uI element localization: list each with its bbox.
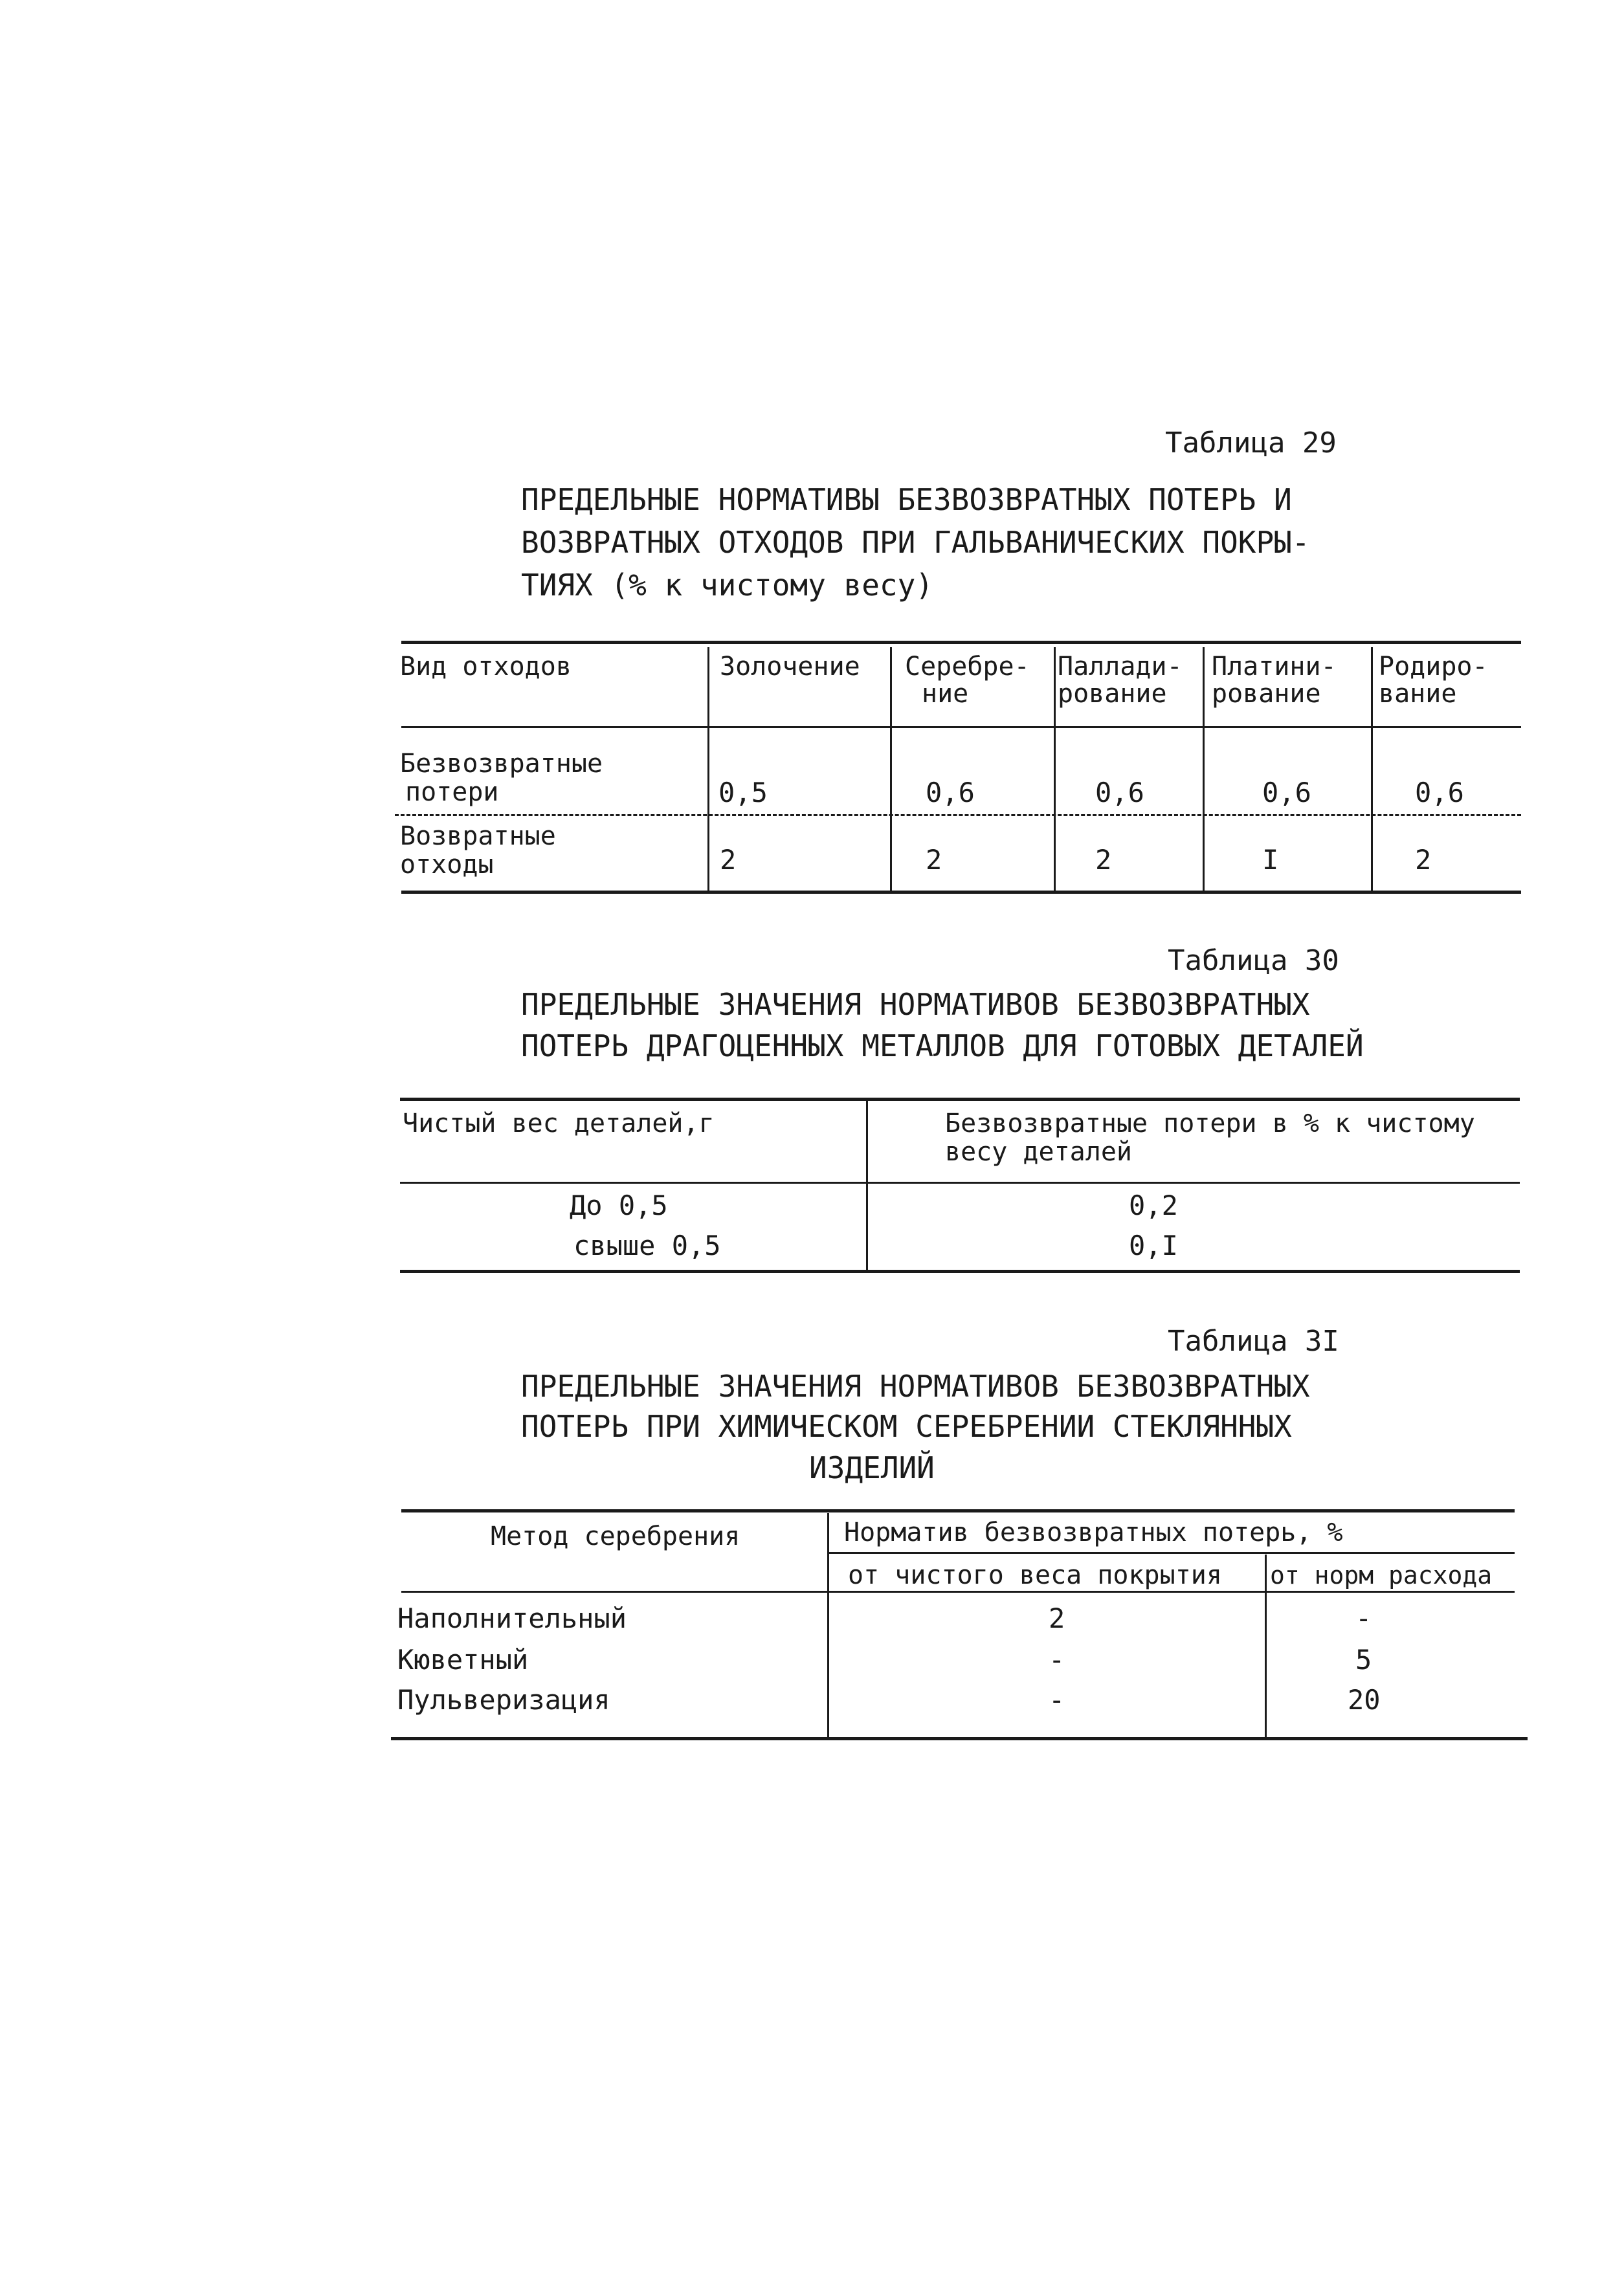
- table31-row1-by-weight: 2: [1049, 1602, 1065, 1634]
- table30-title-line-1: ПРЕДЕЛЬНЫЕ ЗНАЧЕНИЯ НОРМАТИВОВ БЕЗВОЗВРАТНЫХ: [521, 987, 1310, 1022]
- table31-row2-by-norm: 5: [1355, 1644, 1372, 1676]
- table31-row3-by-norm: 20: [1348, 1684, 1381, 1716]
- table31-title-line-3: ИЗДЕЛИЙ: [809, 1450, 935, 1485]
- table29-col-divider-5: [1371, 647, 1373, 891]
- table29-row2-label-2: отходы: [400, 850, 494, 880]
- table29-header-silver-2: ние: [922, 679, 969, 709]
- table31-bottom-rule: [391, 1737, 1528, 1740]
- table30-header-losses-1: Безвозвратные потери в % к чистому: [945, 1109, 1475, 1138]
- table30-title-line-2: ПОТЕРЬ ДРАГОЦЕННЫХ МЕТАЛЛОВ ДЛЯ ГОТОВЫХ ДЕТАЛЕЙ: [521, 1028, 1364, 1063]
- table30-header-losses-2: весу деталей: [945, 1137, 1132, 1167]
- table31-subheader-rule: [827, 1552, 1515, 1554]
- table29-row1-label-1: Безвозвратные: [400, 749, 603, 779]
- table31-header-method: Метод серебрения: [491, 1522, 740, 1551]
- table29-row1-label-2: потери: [405, 777, 499, 807]
- table29-header-palladium-2: рование: [1058, 679, 1167, 709]
- table29-caption: Таблица 29: [1165, 426, 1337, 460]
- table29-header-rhodium-2: вание: [1379, 679, 1457, 709]
- table31-caption: Таблица 3I: [1168, 1325, 1339, 1358]
- table29-col-divider-1: [707, 647, 709, 891]
- table29-header-silver-1: Серебре-: [905, 652, 1030, 681]
- table30-row2-weight: свыше 0,5: [573, 1230, 721, 1261]
- table29-col-divider-3: [1054, 647, 1056, 891]
- table30-bottom-rule: [400, 1270, 1520, 1273]
- table29-row1-palladium: 0,6: [1095, 777, 1144, 808]
- table29-header-waste: Вид отходов: [400, 652, 572, 681]
- table29-header-gold: Золочение: [720, 652, 860, 681]
- table29-top-rule: [401, 641, 1521, 644]
- table29-row2-gold: 2: [720, 844, 737, 876]
- table31-header-rule: [401, 1591, 1515, 1593]
- table30-row1-weight: До 0,5: [570, 1190, 668, 1221]
- table29-col-divider-2: [890, 647, 892, 891]
- table29-header-platinum-2: рование: [1212, 679, 1321, 709]
- table29-bottom-rule: [401, 891, 1521, 894]
- table30-top-rule: [400, 1098, 1520, 1101]
- table31-title-line-2: ПОТЕРЬ ПРИ ХИМИЧЕСКОМ СЕРЕБРЕНИИ СТЕКЛЯННЫХ: [521, 1409, 1292, 1444]
- table31-header-norm: Норматив безвозвратных потерь, %: [844, 1518, 1343, 1547]
- table29-row2-label-1: Возвратные: [400, 821, 556, 851]
- table29-header-palladium-1: Паллади-: [1058, 652, 1183, 681]
- table29-row1-silver: 0,6: [926, 777, 975, 808]
- table30-header-weight: Чистый вес деталей,г: [403, 1109, 715, 1138]
- table29-col-divider-4: [1203, 647, 1205, 891]
- table29-header-platinum-1: Платини-: [1212, 652, 1337, 681]
- table30-row1-value: 0,2: [1129, 1190, 1178, 1221]
- table30-col-divider: [866, 1100, 868, 1270]
- table31-row1-method: Наполнительный: [397, 1602, 627, 1634]
- table31-row3-by-weight: -: [1049, 1684, 1065, 1716]
- table29-row1-platinum: 0,6: [1262, 777, 1311, 808]
- table31-row1-by-norm: -: [1355, 1602, 1372, 1634]
- table29-row1-gold: 0,5: [718, 777, 768, 808]
- table31-title-line-1: ПРЕДЕЛЬНЫЕ ЗНАЧЕНИЯ НОРМАТИВОВ БЕЗВОЗВРАТНЫХ: [521, 1369, 1310, 1404]
- table29-title-line-1: ПРЕДЕЛЬНЫЕ НОРМАТИВЫ БЕЗВОЗВРАТНЫХ ПОТЕРЬ И: [521, 482, 1292, 517]
- table29-header-rhodium-1: Родиро-: [1379, 652, 1488, 681]
- table31-row2-method: Кюветный: [397, 1644, 529, 1676]
- table29-row2-platinum: I: [1262, 844, 1279, 876]
- table29-row1-rhodium: 0,6: [1415, 777, 1464, 808]
- table31-row2-by-weight: -: [1049, 1644, 1065, 1676]
- table31-top-rule: [401, 1509, 1515, 1512]
- table29-row2-palladium: 2: [1095, 844, 1112, 876]
- table31-col-divider-2: [1265, 1555, 1267, 1737]
- table29-header-rule: [401, 726, 1521, 728]
- table29-title-line-3: ТИЯХ (% к чистому весу): [521, 568, 933, 603]
- table31-col-divider-1: [827, 1513, 829, 1737]
- table29-row2-silver: 2: [926, 844, 942, 876]
- table30-row2-value: 0,I: [1129, 1230, 1178, 1261]
- table30-caption: Таблица 30: [1168, 944, 1339, 977]
- table29-title-line-2: ВОЗВРАТНЫХ ОТХОДОВ ПРИ ГАЛЬВАНИЧЕСКИХ ПОКРЫ-: [521, 525, 1310, 560]
- table31-header-by-weight: от чистого веса покрытия: [848, 1560, 1222, 1590]
- table30-header-rule: [400, 1182, 1520, 1184]
- table31-row3-method: Пульверизация: [397, 1684, 610, 1716]
- table31-header-by-norm: от норм расхода: [1270, 1561, 1493, 1590]
- table29-row-divider: [395, 814, 1521, 816]
- table29-row2-rhodium: 2: [1415, 844, 1432, 876]
